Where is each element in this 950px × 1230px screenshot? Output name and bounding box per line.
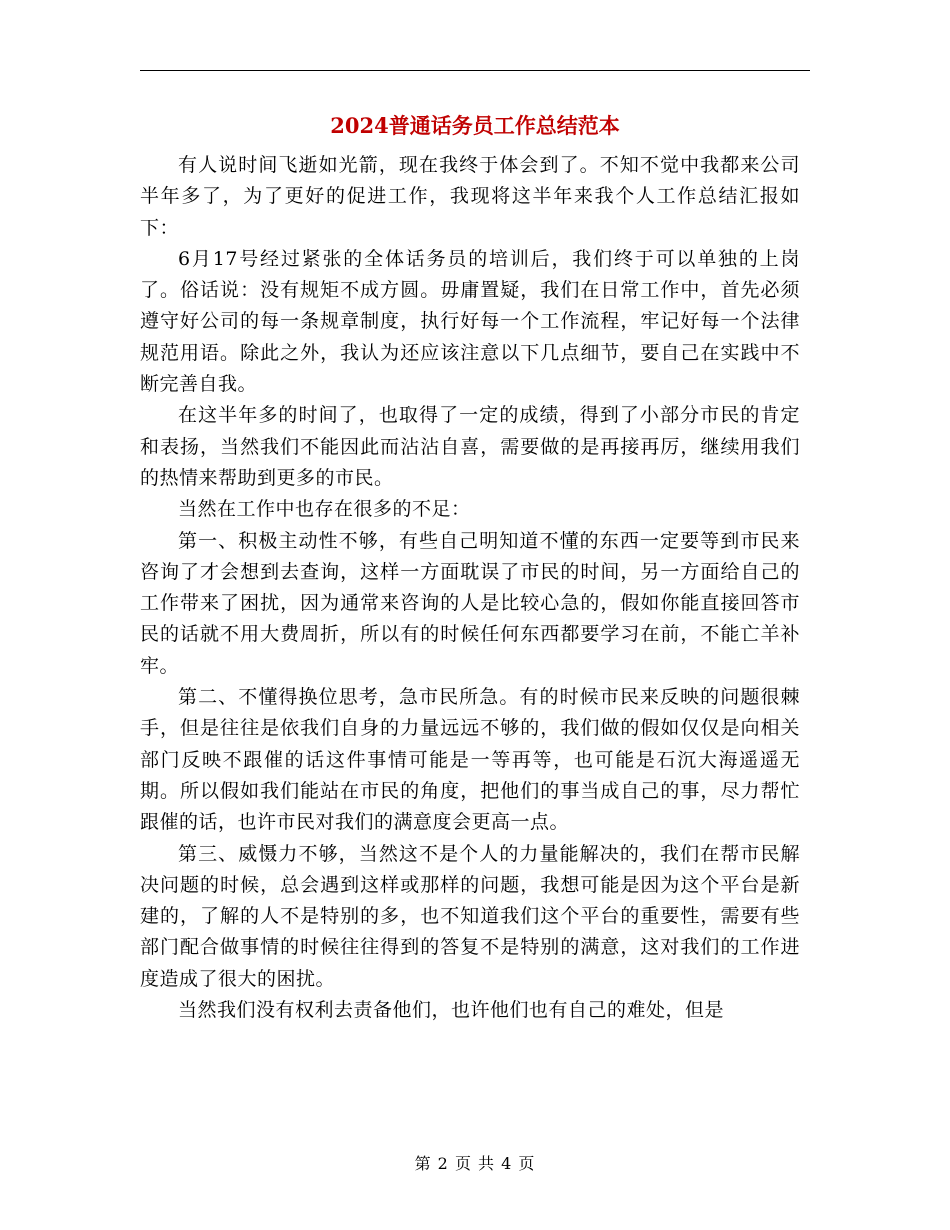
page-number-footer: 第 2 页 共 4 页 xyxy=(414,1154,536,1173)
paragraph-achievements: 在这半年多的时间了，也取得了一定的成绩，得到了小部分市民的肯定和表扬，当然我们不能因此而沾沾自喜，需要做的是再接再厉，继续用我们的热情来帮助到更多的市民。 xyxy=(140,404,800,489)
paragraph-point-three: 第三、威慑力不够，当然这不是个人的力量能解决的，我们在帮市民解决问题的时候，总会遇到这样或那样的问题，我想可能是因为这个平台是新建的，了解的人不是特别的多，也不知道我们这个平台的重要性，需要有些部门配合做事情的时候往往得到的答复不是特别的满意，这对我们的工作进度造成了很大的困扰。 xyxy=(140,842,800,990)
paragraph-continued: 当然我们没有权利去责备他们，也许他们也有自己的难处，但是 xyxy=(178,999,725,1022)
paragraph-shortcomings-intro: 当然在工作中也存在很多的不足： xyxy=(178,498,471,521)
paragraph-point-two: 第二、不懂得换位思考，急市民所急。有的时候市民来反映的问题很棘手，但是往往是依我们自身的力量远远不够的，我们做的假如仅仅是向相关部门反映不跟催的话这件事情可能是一等再等，也可能是石沉大海遥遥无期。所以假如我们能站在市民的角度，把他们的事当成自己的事，尽力帮忙跟催的话，也许市民对我们的满意度会更高一点。 xyxy=(140,686,800,834)
paragraph-point-one: 第一、积极主动性不够，有些自己明知道不懂的东西一定要等到市民来咨询了才会想到去查询，这样一方面耽误了市民的时间，另一方面给自己的工作带来了困扰，因为通常来咨询的人是比较心急的，假如你能直接回答市民的话就不用大费周折，所以有的时候任何东西都要学习在前，不能亡羊补牢。 xyxy=(140,529,800,677)
document-body xyxy=(140,150,800,1026)
paragraph-training: 6月17号经过紧张的全体话务员的培训后，我们终于可以单独的上岗了。俗话说：没有规矩不成方圆。毋庸置疑，我们在日常工作中，首先必须遵守好公司的每一条规章制度，执行好每一个工作流程，牢记好每一个法律规范用语。除此之外，我认为还应该注意以下几点细节，要自己在实践中不断完善自我。 xyxy=(140,247,800,396)
document-title: 2024普通话务员工作总结范本 xyxy=(330,113,620,138)
header-rule xyxy=(140,70,810,71)
paragraph-intro: 有人说时间飞逝如光箭，现在我终于体会到了。不知不觉中我都来公司半年多了，为了更好的促进工作，我现将这半年来我个人工作总结汇报如下： xyxy=(140,154,800,239)
